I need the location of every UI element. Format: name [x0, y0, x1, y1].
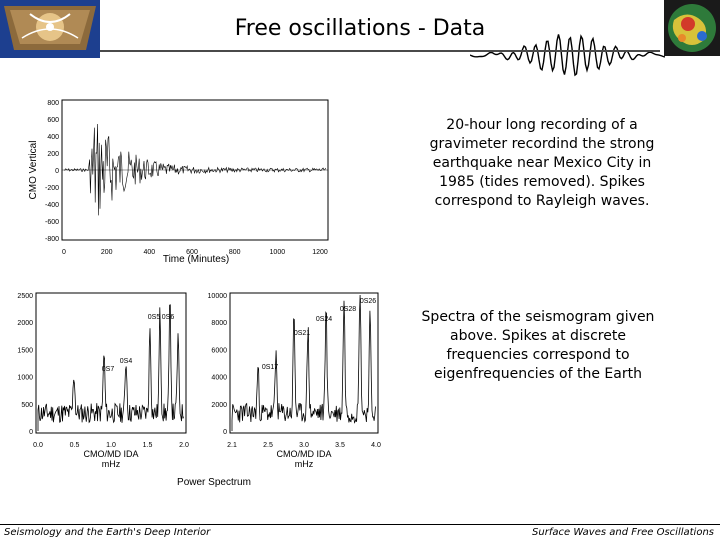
spectrum-left-peak-label: 0S7	[101, 366, 115, 373]
spectrum-right-xlabel: CMO/MD IDA	[276, 449, 332, 459]
seismogram-y-tick-label: 200	[47, 151, 59, 158]
seismogram-plot	[28, 88, 338, 268]
spectrum-right-x-tick-label: 2.5	[263, 442, 273, 449]
spectrum-right-x-tick-label: 3.5	[335, 442, 345, 449]
seismogram-y-tick-label: 800	[47, 100, 59, 107]
seismogram-description: 20-hour long recording of a gravimeter recordind the strong earthquake near Mexico City in 1985 (tides removed). Spikes correspond to Rayleigh waves.	[429, 117, 655, 209]
spectrum-right-x-tick-label: 3.0	[299, 442, 309, 449]
spectrum-right-x-tick-label: 2.1	[227, 442, 237, 449]
spectrum-right-xunit: mHz	[294, 459, 314, 469]
footer-divider	[0, 524, 720, 525]
seismogram-x-tick-label: 800	[228, 249, 241, 256]
globe-cross-section-logo	[0, 0, 100, 58]
title-underline	[100, 50, 660, 52]
spectrum-left-y-tick-label: 2000	[17, 320, 33, 328]
spectrum-left-x-tick-label: 1.5	[142, 442, 153, 449]
footer-course-title: Seismology and the Earth's Deep Interior	[4, 527, 211, 538]
seismogram-x-tick-label: 1200	[312, 249, 328, 256]
spectrum-description: Spectra of the seismogram given above. Spikes at discrete frequencies correspond to eigenfrequencies of the Earth	[421, 309, 655, 382]
seismogram-x-tick-label: 600	[186, 249, 198, 256]
seismogram-y-tick-label: -200	[44, 185, 59, 192]
seismogram-xlabel: Time (Minutes)	[162, 254, 230, 265]
seismogram-y-tick-label: -400	[44, 202, 59, 209]
spectrum-right-peak-label: 0S28	[339, 306, 357, 313]
spectrum-left-y-tick-label: 1500	[17, 347, 33, 355]
spectrum-right-peak-label: 0S21	[293, 330, 311, 337]
spectrum-left-y-tick-label: 2500	[17, 293, 33, 300]
spectrum-left-x-tick-label: 0.0	[33, 442, 43, 449]
seismogram-y-tick-label: -800	[44, 236, 59, 243]
seismogram-y-tick-label: 600	[47, 117, 59, 124]
seismogram-x-tick-label: 1000	[269, 249, 286, 256]
spectrum-right-y-tick-label: 4000	[211, 374, 227, 382]
spectrum-left-peak-label: 0S4	[119, 358, 133, 365]
spectrum-right-trace	[232, 295, 376, 431]
seismogram-x-tick-label: 200	[100, 249, 113, 256]
slide-title: Free oscillations - Data	[234, 16, 486, 41]
spectrum-left-peak-label: 0S6	[161, 314, 175, 321]
spectrum-right-y-tick-label: 6000	[211, 347, 227, 355]
spectrum-left-x-tick-label: 2.0	[179, 442, 189, 449]
spectrum-right-frame	[230, 293, 378, 433]
spectrum-left-peak-label: 0S5	[147, 314, 161, 321]
seismogram-y-tick-label: 0	[55, 168, 59, 175]
spectrum-right-peak-label: 0S24	[315, 316, 333, 323]
power-spectrum-plot	[8, 285, 388, 495]
seismogram-ylabel: CMO Vertical	[28, 140, 39, 200]
spectrum-right-peak-label: 0S26	[359, 298, 377, 305]
spectrum-right-x-tick-label: 4.0	[371, 442, 381, 449]
spectrum-right-y-tick-label: 10000	[207, 293, 227, 300]
spectrum-right-y-tick-label: 8000	[211, 320, 227, 328]
footer-lecture-title: Surface Waves and Free Oscillations	[532, 527, 714, 538]
spectrum-left-xunit: mHz	[101, 459, 121, 469]
seismogram-x-tick-label: 400	[143, 249, 156, 256]
spectrum-right-y-tick-label: 0	[223, 429, 227, 436]
seismogram-x-tick-label: 0	[62, 249, 66, 256]
spectrum-right-y-tick-label: 2000	[211, 401, 227, 409]
spectrum-caption: Power Spectrum	[177, 477, 251, 488]
spectrum-left-x-tick-label: 0.5	[69, 442, 80, 449]
seismogram-y-tick-label: -600	[44, 219, 59, 226]
spectrum-right-peak-label: 0S17	[261, 364, 279, 371]
seismogram-y-tick-label: 400	[47, 134, 59, 141]
spectrum-left-y-tick-label: 500	[21, 401, 33, 409]
seismogram-trace	[64, 124, 326, 215]
spectrum-left-y-tick-label: 1000	[17, 374, 33, 382]
spectrum-left-x-tick-label: 1.0	[106, 442, 116, 449]
spectrum-left-xlabel: CMO/MD IDA	[83, 449, 139, 459]
earth-mode-globe-logo	[664, 0, 720, 56]
spectrum-left-y-tick-label: 0	[29, 429, 33, 436]
